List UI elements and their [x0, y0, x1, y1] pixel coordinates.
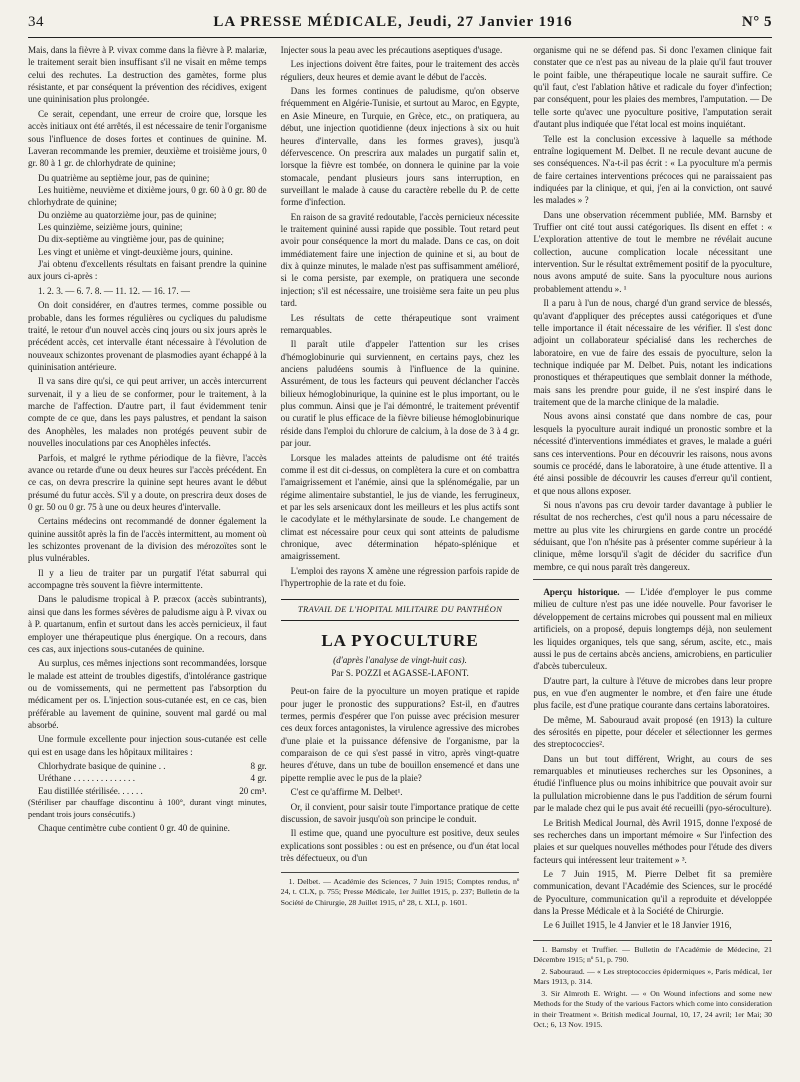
- schedule-item: Du onzième au quatorzième jour, pas de quinine;: [38, 209, 217, 220]
- formula-row: [28, 772, 267, 784]
- paragraph: Il va sans dire qu'si, ce qui peut arriver, un accès intercurrent survenait, il y a lieu de se conformer, pour le traitement, à la marche de l'affection. D'autre part, il faut évidemment tenir compte de ce que, dans les pays palustres, et pendant la saison des Anophèles, les malades non protégés peuvent subir de nouvelles inoculations par ces Anophèles infectés.: [28, 376, 267, 449]
- paragraph: Dans les formes continues de paludisme, qu'on observe fréquemment en Algérie-Tunisie, et surtout au Maroc, en Egypte, en Asie Mineure, en Turquie, en Grèce, etc., on pratiquera, au début, une injection quotidienne (deux injections à six ou huit heures d'intervalle, dans les formes graves), jusqu'à défervescence. On prescrira aux malades un purgatif salin et, lorsque la fièvre est tombée, on donnera le quinine par la voie stomacale, pendant plusieurs jours sans interruption, en surveillant le malade à cause du caractère rebelle du P. de cette forme d'infection.: [280, 86, 520, 208]
- paragraph: Le British Medical Journal, dès Avril 1915, donne l'exposé de ses recherches dans un important mémoire « Sur l'infection des plaies et sur quelques nouvelles méthodes pour l'étude des divers facteurs qui intéressent leur traitement » ³.: [533, 817, 773, 865]
- schedule-item: Les quinzième, seizième jours, quinine;: [38, 222, 183, 233]
- paragraph: organisme qui ne se défend pas. Si donc l'examen clinique fait constater que ce n'est pas au niveau de la plaie qu'il faut trouver le point faible, une thérapeutique locale ne saurait suffire. Ce qu'il faut, c'est l'ablation hâtive et radicale du foyer d'infection; par conséquent, pour les plaies des membres, l'amputation. — De telle sorte qu'avec une pyoculture positive, l'amputation serait d'autant plus indiquée que l'état local est moins inquiétant.: [533, 45, 773, 130]
- column-2: [281, 44, 520, 1032]
- paragraph: Une formule excellente pour injection sous-cutanée est celle qui est en usage dans les hôpitaux militaires :: [28, 734, 267, 757]
- paragraph: Il a paru à l'un de nous, chargé d'un grand service de blessés, qu'avant d'appliquer des préceptes aussi catégoriques et d'une telle importance il était nécessaire de les vérifier. Il s'est donc adjoint un collaborateur spécialisé dans les recherches de laboratoire, en vue de faire des essais de pyoculture, selon la technique indiquée par M. Delbet. Puis, notant les indications pronostiques et thérapeutiques que semblait donner la méthode, mais sans les prendre pour guide, il ne s'est inspiré dans le traitement que de la marche clinique de la maladie.: [533, 298, 773, 408]
- paragraph: Dans un but tout différent, Wright, au cours de ses remarquables et minutieuses recherches sur les Opsonines, a étudié l'influence plus ou moins inhibitrice que pouvait avoir sur la pullulation microbienne dans le pus l'addition de sérum fourni par le malade chez qui le pus avait été recueilli (pyo-séroculture).: [533, 753, 773, 814]
- paragraph: Il estime que, quand une pyoculture est positive, deux seules explications sont possibles : ou est en présence, ou d'un état local très défectueux, ou d'un: [280, 828, 520, 863]
- formula-label: Uréthane . . . . . . . . . . . . . .: [38, 773, 135, 784]
- issue-number: N° 5: [741, 14, 772, 30]
- paragraph: De même, M. Sabouraud avait proposé (en 1913) la culture des sérosités en pipette, pour déceler et sélectionner les germes des streptococcies².: [533, 714, 773, 750]
- paragraph: Chaque centimètre cube contient 0 gr. 40 de quinine.: [38, 823, 230, 834]
- formula-value: 8 gr.: [250, 761, 267, 772]
- paragraph: J'ai obtenu d'excellents résultats en faisant prendre la quinine aux jours ci-après :: [28, 259, 267, 282]
- formula-note: (Stériliser par chauffage discontinu à 100°, durant vingt minutes, pendant trois jours consécutifs.): [28, 798, 267, 819]
- schedule-item: Du quatrième au septième jour, pas de quinine;: [38, 172, 210, 183]
- paragraph: Parfois, et malgré le rythme périodique de la fièvre, l'accès avance ou retarde d'une ou deux heures sur l'accès précédent. En ce cas, on devra prescrire la quinine sept heures avant le début présumé du futur accès. S'il y a doute, on prescrira deux doses de 0 gr. 50 ou 0 gr. 75 à une ou deux heures d'intervalle.: [28, 452, 267, 512]
- paragraph: Ce serait, cependant, une erreur de croire que, lorsque les accès initiaux ont été arrêtés, il est nécessaire de tenir l'organisme sous l'influence de doses fortes et continues de quinine. M. Laveran recommande les premier, deuxième et troisième jours, 0 gr. 80 à 1 gr. de chlorhydrate de quinine;: [28, 108, 267, 169]
- article-subtitle: (d'après l'analyse de vingt-huit cas).: [333, 655, 467, 666]
- paragraph: Les résultats de cette thérapeutique sont vraiment remarquables.: [280, 312, 520, 335]
- section-text: — L'idée d'employer le pus comme milieu de culture n'est pas une idée nouvelle. Pour favoriser le développement de certains microbes qui poussent mal en milieux artificiels, on a proposé, depuis longtemps déjà, non seulement les liquides organiques, tels que sang, sérum, ascite, etc., mais aussi le pus de certains abcès anciens, amicrobiens, en particulier d'abcès tuberculeux.: [533, 587, 773, 672]
- formula-label: Chlorhydrate basique de quinine . .: [38, 761, 166, 772]
- columns: [28, 44, 772, 1032]
- paragraph: C'est ce qu'affirme M. Delbet¹.: [290, 787, 403, 798]
- column-1: [28, 44, 267, 1032]
- paragraph: Or, il convient, pour saisir toute l'importance pratique de cette discussion, de savoir jusqu'où son principe le conduit.: [280, 801, 520, 824]
- divider: [533, 579, 772, 580]
- dosing-schedule: [28, 172, 267, 259]
- schedule-item: Les huitième, neuvième et dixième jours, 0 gr. 60 à 0 gr. 80 de chlorhydrate de quinine;: [28, 184, 267, 208]
- day-sequence: 1. 2. 3. — 6. 7. 8. — 11. 12. — 16. 17. —: [38, 285, 190, 296]
- section-banner: TRAVAIL DE L'HOPITAL MILITAIRE DU PANTHÉON: [281, 599, 520, 621]
- footnote: 1. Barnsby et Truffier. — Bulletin de l'Académie de Médecine, 21 Décembre 1915; nº 51, p. 790.: [533, 944, 773, 964]
- paragraph: On doit considérer, en d'autres termes, comme possible ou probable, dans les formes régulières ou cycliques du paludisme traité, le retour d'un nouvel accès cinq jours ou six jours après le précédent accès, cet intervalle étant nécessaire à l'évolution de nouveaux schizontes provenant de plasmodies ayant échappé à la quininisation antérieure.: [28, 300, 267, 372]
- column-3: [533, 44, 772, 1032]
- footnotes: [533, 940, 772, 1030]
- page-number: 34: [28, 14, 44, 30]
- injection-formula: [28, 760, 267, 820]
- formula-value: 20 cm³.: [239, 785, 267, 796]
- paragraph: Lorsque les malades atteints de paludisme ont été traités comme il est dit ci-dessus, on complètera la cure et on combattra l'amaigrissement et l'anémie, ainsi que la splénomégalie, par un régime alimentaire substantiel, le jus de viande, les ferrugineux, et par les sels arsenicaux dont les meilleurs et les plus actifs sont le cacodylate et le méthylarsinate de soude. Le changement de climat est nécessaire pour ceux qui sont atteints de paludisme chronique, avec détermination hépato-splénique et amaigrissement.: [280, 452, 520, 562]
- paragraph: Certains médecins ont recommandé de donner également la quinine aussitôt après la fin de l'accès intermittent, au moment où les schizontes provenant de la division des mérozoïtes sont le plus vulnérables.: [28, 516, 267, 564]
- paragraph: Dans le paludisme tropical à P. præcox (accès subintrants), ainsi que dans les formes sévères de paludisme aigu à P. vivax ou à P. quartanum, enfin et surtout dans les accès pernicieux, il faut employer une thérapeutique plus énergique. On a recours, dans ces cas, aux injections sous-cutanées de quinine.: [28, 594, 267, 654]
- footnote: 2. Sabouraud. — « Les streptococcies épidermiques », Paris médical, 1er Mars 1913, p. 314.: [533, 967, 773, 987]
- paragraph: Si nous n'avons pas cru devoir tarder davantage à publier le résultat de nos recherches, c'est qu'il nous a paru nécessaire de mettre au plus vite les chirurgiens en garde contre un procédé séduisant, que l'on n'hésite pas à présenter comme supérieur à la clinique, même lorsqu'il s'agit de décider du sacrifice d'un membre, ce qui nous paraît très dangereux.: [533, 499, 773, 572]
- paragraph: L'emploi des rayons X amène une régression parfois rapide de l'hypertrophie de la rate et du foie.: [280, 565, 520, 589]
- formula-row: [28, 785, 267, 797]
- paragraph: D'autre part, la culture à l'étuve de microbes dans leur propre pus, en vue d'en augmenter le nombre, et d'en faire une étude plus facile, est d'une pratique courante dans certains laboratoires.: [533, 675, 773, 711]
- paragraph: Au surplus, ces mêmes injections sont recommandées, lorsque le malade est atteint de troubles digestifs, d'intolérance gastrique ou de vomissements, qui ne permettent pas l'absorption du médicament per os. L'injection sous-cutanée est, en ce cas, bien préférable au lavement de quinine, souvent mal gardé ou mal absorbé.: [28, 658, 267, 731]
- formula-row: [28, 760, 267, 772]
- footnote: 1. Delbet. — Académie des Sciences, 7 Juin 1915; Comptes rendus, nº 24, t. CLX, p. 755; Presse Médicale, 1er Juillet 1915, p. 237; Bulletin de la Société de Chirurgie, 28 Juillet 1915, nº 28, t. XLI, p. 1601.: [280, 877, 520, 907]
- footnote: 3. Sir Almroth E. Wright. — « On Wound infections and some new Methods for the Study of the various Factors which come into consideration in their Treatment ». British medical Journal, 10, 17, 24 avril; 1er Mai; 30 Oct.; 6, 13 Nov. 1915.: [533, 989, 773, 1029]
- article-authors: Par S. POZZI et AGASSE-LAFONT.: [331, 667, 469, 678]
- section-heading: Aperçu historique.: [543, 587, 620, 598]
- paragraph: Les injections doivent être faites, pour le traitement des accès réguliers, deux heures et demie avant le début de l'accès.: [280, 59, 520, 82]
- paragraph: Telle est la conclusion excessive à laquelle sa méthode entraîne logiquement M. Delbet. Il ne recule devant aucune de ses conséquences. N'a-t-il pas écrit : « La pyoculture m'a permis de faire certaines interventions précoces qui ne paraissaient pas indiquées par la clinique, et qui, j'en ai la conviction, ont sauvé les malades » ?: [533, 133, 773, 206]
- page-header: [28, 14, 772, 38]
- formula-label: Eau distillée stérilisée. . . . . .: [38, 785, 143, 796]
- paragraph: [533, 586, 772, 673]
- paragraph: Mais, dans la fièvre à P. vivax comme dans la fièvre à P. malariæ, le traitement serait bien insuffisant s'il ne visait en même temps celui des rechutes. La destruction des gamètes, forme plus résistante, et par conséquent la prévention des récidives, exigent une quininisation plus prolongée.: [28, 45, 267, 105]
- schedule-item: Du dix-septième au vingtième jour, pas de quinine;: [38, 234, 225, 245]
- paragraph: Injecter sous la peau avec les précautions aseptiques d'usage.: [280, 45, 503, 55]
- paragraph: Dans une observation récemment publiée, MM. Barnsby et Truffier ont cité tout aussi catégoriques. Ils disent en effet : « L'exploration attentive de tout le membre ne révélait aucune collection, aucune complication locale nécessitant une intervention. Sur le résultat extrêmement positif de la pyoculture, nous avons amputé de suite. Sans la pyoculture nous aurions probablement attendu ». ¹: [533, 209, 773, 294]
- schedule-item: Les vingt et unième et vingt-deuxième jours, quinine.: [38, 246, 233, 257]
- paragraph: Peut-on faire de la pyoculture un moyen pratique et rapide pour juger le pronostic des suppurations? Est-il, en d'autres termes, permis d'espérer que l'on puisse avec précision mesurer ces deux forces antagonistes, la virulence agressive des microbes d'une plaie et la puissance défensive de l'organisme, par la comparaison de ce qui s'est passé in vitro, après vingt-quatre heures d'étuve, dans un tube de bouillon ensemencé et dans une pipette remplie avec le pus de la plaie?: [280, 686, 520, 783]
- journal-title: LA PRESSE MÉDICALE, Jeudi, 27 Janvier 1916: [213, 14, 573, 30]
- paragraph: Le 6 Juillet 1915, le 4 Janvier et le 18 Janvier 1916,: [543, 920, 732, 931]
- paragraph: Le 7 Juin 1915, M. Pierre Delbet fit sa première communication, devant l'Académie des Sciences, sur le procédé de Pyoculture, communication qu'il a reproduite et développée dans la Presse Médicale et à la Société de Chirurgie.: [533, 869, 773, 917]
- paragraph: Il paraît utile d'appeler l'attention sur les crises d'hémoglobinurie qui surviennent, en certains pays, chez les anciens paludéens soumis à l'influence de la quinine. Assurément, de tous les facteurs qui peuvent déclancher l'accès bilieux hémoglobinurique, la quinine est le plus important, ou le plus commun. Ainsi que je l'ai démontré, le traitement préventif ou curatif le plus efficace de la fièvre bilieuse hémoglobinurique réside dans l'emploi du chlorure de calcium, à la dose de 3 à 4 gr. par jour.: [280, 339, 520, 449]
- article-title: LA PYOCULTURE: [321, 631, 479, 651]
- formula-value: 4 gr.: [250, 773, 267, 784]
- paragraph: En raison de sa gravité redoutable, l'accès pernicieux nécessite le traitement quininé aussi rapide que possible. Tout retard peut avoir pour conséquence la mort du malade. Dans ce cas, on doit immédiatement faire une injection de quinine et si, au bout de dix à quinze minutes, le malade n'est pas suffisamment amélioré, si le coma persiste, par exemple, on pratiquera une seconde injection; s'il est nécessaire, une troisième sera faite un peu plus tard.: [280, 211, 520, 309]
- paragraph: Nous avons ainsi constaté que dans nombre de cas, pour lesquels la pyoculture aurait indiqué un pronostic sombre et la nécessité d'interventions immédiates et graves, le malade a guéri sans ces interventions. Pour en découvrir les raisons, nous avons soumis ce procédé, dans le laboratoire, à une étude attentive. Il a été ainsi possible de découvrir les causes d'erreur qu'il contient, et que nous allons exposer.: [533, 411, 773, 496]
- footnotes: [281, 872, 520, 907]
- paragraph: Il y a lieu de traiter par un purgatif l'état saburral qui accompagne très souvent la fièvre intermittente.: [28, 567, 267, 591]
